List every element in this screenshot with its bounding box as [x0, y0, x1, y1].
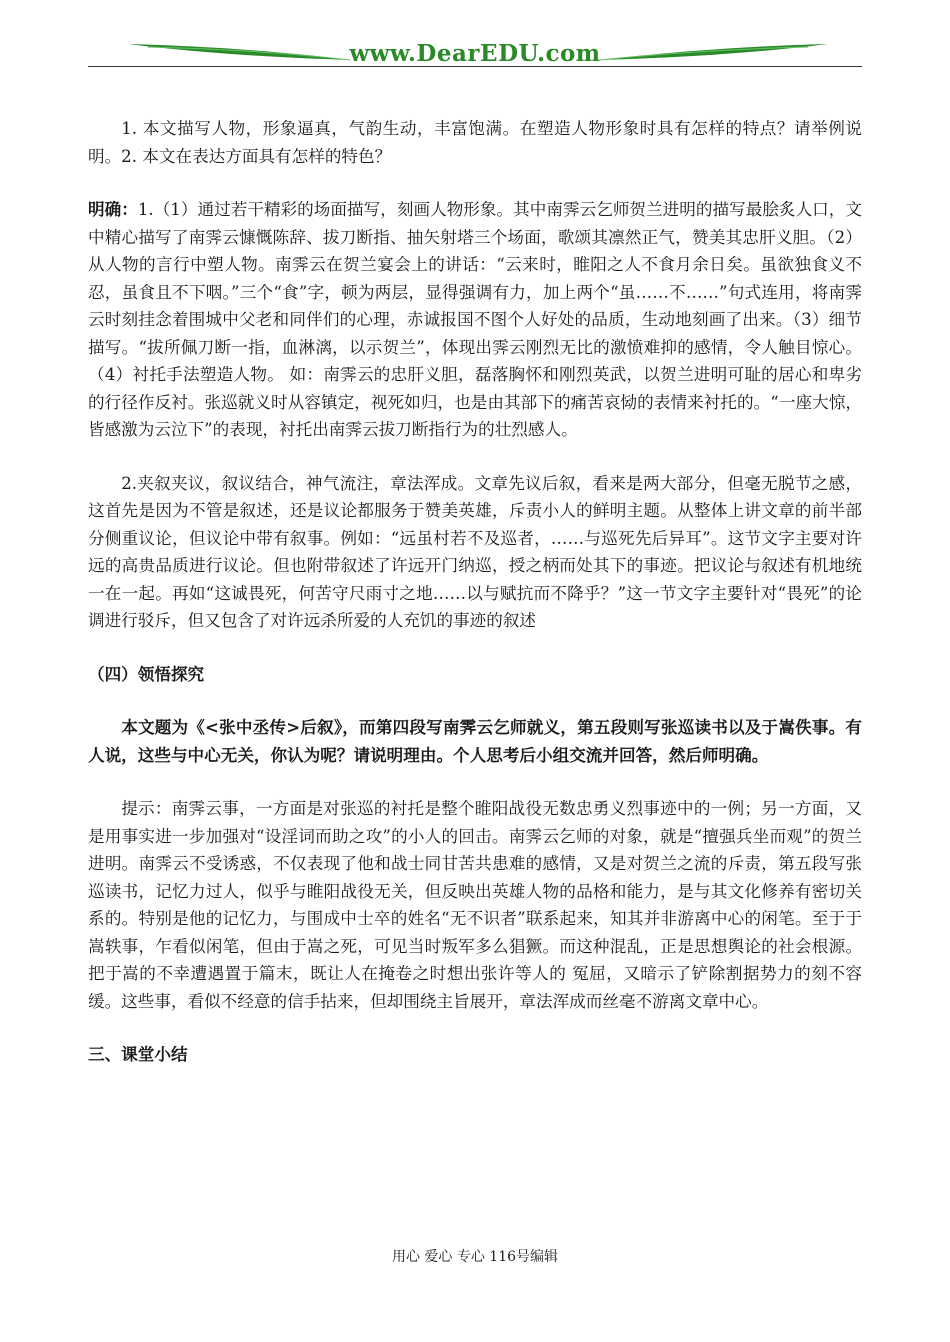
header-rule — [88, 66, 862, 67]
answer-paragraph-1 — [88, 196, 862, 444]
answer-paragraph-2: 2.夹叙夹议，叙议结合，神气流注，章法浑成。文章先议后叙，看来是两大部分，但毫无脱节之感，这首先是因为不管是叙述，还是议论都服务于赞美英雄，斥责小人的鲜明主题。从整体上讲文章的前半部分侧重议论，但议论中带有叙事。例如：“远虽村若不及巡者，……与巡死先后异耳”。这节文字主要对许远的高贵品质进行议论。但也附带叙述了许远开门纳巡，授之柄而处其下的事迹。把议论与叙述有机地统一在一起。再如“这诚畏死，何苦守尺雨寸之地……以与赋抗而不降乎？”这一节文字主要针对“畏死”的论调进行驳斥，但又包含了对许远杀所爱的人充饥的事迹的叙述 — [88, 473, 862, 630]
section-heading-3: 三、课堂小结 — [88, 1044, 188, 1064]
hint-paragraph: 提示：南霁云事，一方面是对张巡的衬托是整个睢阳战役无数忠勇义烈事迹中的一例；另一方面，又是用事实进一步加强对“设淫词而助之攻”的小人的回击。南霁云乞师的对象，就是“擅强兵坐而观”的贺兰进明。南霁云不受诱惑，不仅表现了他和战士同甘苦共患难的感情，又是对贺兰之流的斥责，第五段写张巡读书，记忆力过人，似乎与睢阳战役无关，但反映出英雄人物的品格和能力，是与其文化修养有密切关系的。特别是他的记忆力，与围成中士卒的姓名“无不识者”联系起来，知其并非游离中心的闲笔。至于于嵩轶事，乍看似闲笔，但由于嵩之死，可见当时叛军多么猖獗。而这种混乱，正是思想舆论的社会根源。把于嵩的不幸遭遇置于篇末，既让人在掩卷之时想出张许等人的 冤屈，又暗示了铲除割据势力的刻不容缓。这些事，看似不经意的信手拈来，但却围绕主旨展开，章法浑成而丝毫不游离文章中心。 — [88, 799, 862, 1011]
task-paragraph: 本文题为《<张中丞传>后叙》，而第四段写南霁云乞师就义，第五段则写张巡读书以及于嵩佚事。有人说，这些与中心无关，你认为呢？请说明理由。个人思考后小组交流并回答，然后师明确。 — [88, 717, 862, 765]
answer-text-1: 1.（1）通过若干精彩的场面描写，刻画人物形象。其中南霁云乞师贺兰进明的描写最脍炙人口，文中精心描写了南霁云慷慨陈辞、拔刀断指、抽矢射塔三个场面，歌颂其凛然正气，赞美其忠肝义胆。（2）从人物的言行中塑人物。南霁云在贺兰宴会上的讲话：“云来时，睢阳之人不食月余日矣。虽欲独食义不忍，虽食且不下咽。”三个“食”字，顿为两层，显得强调有力，加上两个“虽……不……”句式连用，将南霁云时刻挂念着围城中父老和同伴们的心理，赤诚报国不图个人好处的品质，生动地刻画了出来。（3）细节描写。“拔所佩刀断一指，血淋漓，以示贺兰”，体现出霁云刚烈无比的激愤难抑的感情，令人触目惊心。（4）衬托手法塑造人物。 如：南霁云的忠肝义胆，磊落胸怀和刚烈英武，以贺兰进明可耻的居心和卑劣的行径作反衬。张巡就义时从容镇定，视死如归，也是由其部下的痛苦哀恸的表情来衬托的。“一座大惊，皆感激为云泣下”的表现，衬托出南霁云拔刀断指行为的壮烈感人。 — [88, 200, 863, 439]
section-heading-4: （四）领悟探究 — [88, 663, 205, 684]
answer-label: 明确： — [88, 199, 138, 219]
site-logo[interactable]: www.DearEDU.com — [349, 40, 601, 67]
document-body — [88, 115, 862, 1069]
page-footer: 用心 爱心 专心 116号编辑 — [391, 1249, 559, 1265]
question-paragraph: 1. 本文描写人物，形象逼真，气韵生动，丰富饱满。在塑造人物形象时具有怎样的特点？请举例说明。2. 本文在表达方面具有怎样的特色？ — [88, 119, 862, 166]
